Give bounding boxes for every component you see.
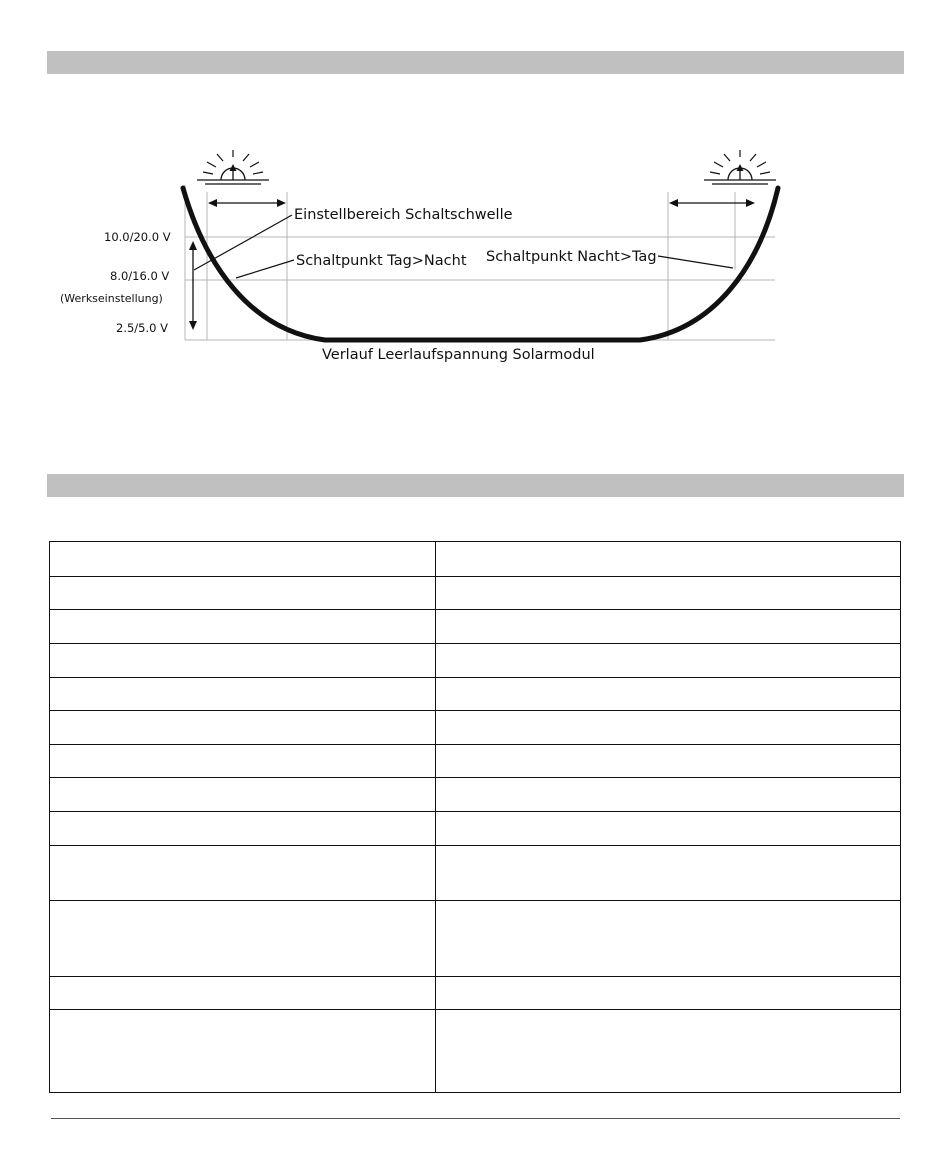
table-row xyxy=(50,778,901,812)
table-cell xyxy=(436,977,901,1010)
table-cell xyxy=(50,644,436,678)
table-cell xyxy=(50,542,436,577)
sunrise-icon xyxy=(704,150,776,184)
table-row xyxy=(50,745,901,778)
table-row xyxy=(50,542,901,577)
callout-switch-day-night: Schaltpunkt Tag>Nacht xyxy=(296,253,467,269)
table-row xyxy=(50,577,901,610)
voltage-label-threshold: 8.0/16.0 V xyxy=(110,269,170,283)
table-cell xyxy=(436,745,901,778)
table-cell xyxy=(50,977,436,1010)
table-cell xyxy=(50,678,436,711)
table-row xyxy=(50,678,901,711)
table-cell xyxy=(50,577,436,610)
table-cell xyxy=(436,1010,901,1093)
leader-adjust-range xyxy=(194,215,292,270)
table-cell xyxy=(436,812,901,846)
diagram-caption: Verlauf Leerlaufspannung Solarmodul xyxy=(322,347,595,363)
table-cell xyxy=(436,577,901,610)
table-cell xyxy=(50,711,436,745)
table-row xyxy=(50,1010,901,1093)
table-row xyxy=(50,812,901,846)
footer-divider xyxy=(51,1118,900,1119)
leader-day-night xyxy=(236,260,294,278)
sunrise-icon xyxy=(197,150,269,184)
voltage-label-high: 10.0/20.0 V xyxy=(104,230,171,244)
section-header-bar-bottom xyxy=(47,474,904,497)
table-cell xyxy=(436,678,901,711)
table-row xyxy=(50,610,901,644)
leader-night-day xyxy=(658,256,733,268)
table-row xyxy=(50,901,901,977)
table-cell xyxy=(50,901,436,977)
section-header-bar-top xyxy=(47,51,904,74)
voltage-label-low: 2.5/5.0 V xyxy=(116,321,168,335)
table-row xyxy=(50,977,901,1010)
callout-adjust-range: Einstellbereich Schaltschwelle xyxy=(294,207,513,223)
table-cell xyxy=(436,846,901,901)
table-cell xyxy=(436,711,901,745)
table-cell xyxy=(436,901,901,977)
table-cell xyxy=(436,542,901,577)
table-cell xyxy=(50,812,436,846)
table-row xyxy=(50,711,901,745)
table-cell xyxy=(50,846,436,901)
callout-switch-night-day: Schaltpunkt Nacht>Tag xyxy=(486,249,657,265)
spec-table xyxy=(49,541,901,1093)
solar-voltage-diagram xyxy=(0,130,950,390)
table-row xyxy=(50,846,901,901)
factory-setting-note: (Werkseinstellung) xyxy=(60,292,163,305)
table-cell xyxy=(436,610,901,644)
table-cell xyxy=(436,644,901,678)
table-cell xyxy=(436,778,901,812)
table-cell xyxy=(50,610,436,644)
table-cell xyxy=(50,1010,436,1093)
table-row xyxy=(50,644,901,678)
table-cell xyxy=(50,745,436,778)
table-cell xyxy=(50,778,436,812)
